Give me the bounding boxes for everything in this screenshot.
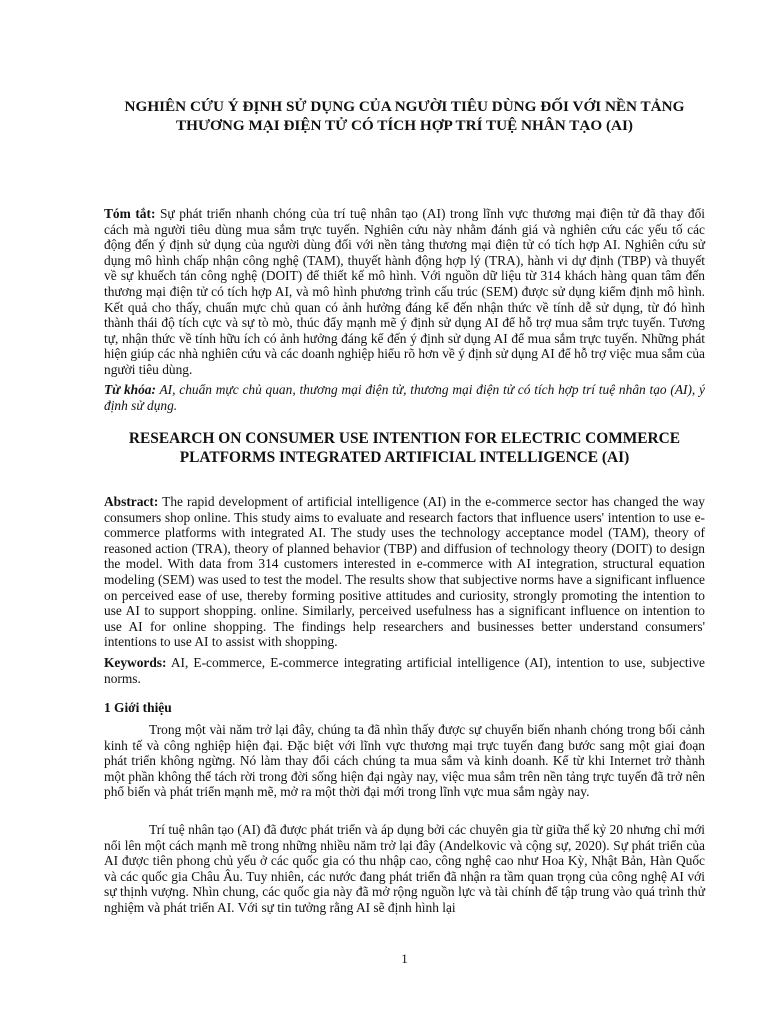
keywords-vietnamese xyxy=(104,382,705,413)
keywords-vi-text: AI, chuẩn mực chủ quan, thương mại điện tử, thương mại điện tử có tích hợp trí tuệ nhân tạo (AI), ý định sử dụng. xyxy=(104,382,705,413)
title-vietnamese: NGHIÊN CỨU Ý ĐỊNH SỬ DỤNG CỦA NGƯỜI TIÊU DÙNG ĐỐI VỚI NỀN TẢNG THƯƠNG MẠI ĐIỆN TỬ CÓ TÍCH HỢP TRÍ TUỆ NHÂN TẠO (AI) xyxy=(124,98,685,134)
abstract-vi-label: Tóm tắt: xyxy=(104,206,156,221)
keywords-english xyxy=(104,655,705,686)
section-heading-introduction: 1 Giới thiệu xyxy=(104,700,172,715)
keywords-en-label: Keywords: xyxy=(104,655,167,670)
abstract-en-label: Abstract: xyxy=(104,494,159,509)
title-english: RESEARCH ON CONSUMER USE INTENTION FOR ELECTRIC COMMERCE PLATFORMS INTEGRATED ARTIFICIAL INTELLIGENCE (AI) xyxy=(128,430,681,466)
abstract-vietnamese xyxy=(104,206,705,378)
abstract-vi-text: Sự phát triển nhanh chóng của trí tuệ nhân tạo (AI) trong lĩnh vực thương mại điện tử đã thay đổi cách mà người tiêu dùng mua sắm trực tuyến. Nghiên cứu này nhằm đánh giá và nghiên cứu các yếu tố các động đến ý định sử dụng của người dùng đối với nền tảng thương mại điện tử có tích hợp AI. Nghiên cứu sử dụng mô hình chấp nhận công nghệ (TAM), thuyết hành động hợp lý (TRA), hành vi dự định (TBP) và thuyết về sự khuếch tán công nghệ (DOIT) để thiết kế mô hình. Với nguồn dữ liệu từ 314 khách hàng quan tâm đến thương mại điện tử có tích hợp AI, và mô hình phương trình cấu trúc (SEM) được sử dụng kiểm định mô hình. Kết quả cho thấy, chuẩn mực chủ quan có ảnh hưởng đáng kể đến nhận thức về tính dễ sử dụng, từ đó hình thành thái độ tích cực và sự tò mò, thúc đẩy mạnh mẽ ý định sử dụng AI để hỗ trợ mua sắm trực tuyến. Tương tự, nhận thức về tính hữu ích có ảnh hưởng đáng kể đến ý định sử dụng AI để mua sắm trực tuyến. Những phát hiện giúp các nhà nghiên cứu và các doanh nghiệp hiểu rõ hơn về ý định sử dụng AI để hỗ trợ việc mua sắm của người tiêu dùng. xyxy=(104,206,705,377)
keywords-en-text: AI, E-commerce, E-commerce integrating artificial intelligence (AI), intention to use, subjective norms. xyxy=(104,655,705,686)
abstract-en-text: The rapid development of artificial intelligence (AI) in the e-commerce sector has changed the way consumers shop online. This study aims to evaluate and research factors that influence users' intention to use e-commerce platforms with integrated AI. The study uses the technology acceptance model (TAM), theory of reasoned action (TRA), theory of planned behavior (TBP) and diffusion of technology theory (DOIT) to design the model. With data from 314 customers interested in e-commerce with AI integration, structural equation modeling (SEM) was used to test the model. The results show that subjective norms have a significant influence on perceived ease of use, thereby forming positive attitudes and curiosity, strongly promoting the intention to use AI to support shopping. online. Similarly, perceived usefulness has a significant influence on intention to use AI for online shopping. The findings help researchers and businesses better understand consumers' intentions to use AI to assist with shopping. xyxy=(104,494,705,650)
page-number: 1 xyxy=(401,951,408,966)
intro-paragraph-2: Trí tuệ nhân tạo (AI) đã được phát triển và áp dụng bởi các chuyên gia từ giữa thế kỷ 20 nhưng chỉ mới nổi lên một cách mạnh mẽ trong những nhiều năm trở lại đây (Andelkovic và cộng sự, 2020). Sự phát triển của AI được tiên phong chủ yếu ở các quốc gia có thu nhập cao, công nghệ cao như Hoa Kỳ, Nhật Bản, Hàn Quốc và các quốc gia Châu Âu. Tuy nhiên, các nước đang phát triển đã nhận ra tầm quan trọng của công nghệ AI với sự thịnh vượng. Nhìn chung, các quốc gia này đã mở rộng nguồn lực và tài chính để tập trung vào quá trình thử nghiệm và phát triển AI. Với sự tin tưởng rằng AI sẽ định hình lại xyxy=(104,822,705,915)
abstract-english xyxy=(104,494,705,650)
keywords-vi-label: Từ khóa: xyxy=(104,382,156,397)
intro-paragraph-1: Trong một vài năm trở lại đây, chúng ta đã nhìn thấy được sự chuyển biến nhanh chóng trong bối cảnh kinh tế và công nghiệp hiện đại. Đặc biệt với lĩnh vực thương mại trực tuyến đang bước sang một giai đoạn phát triển không ngừng. Nó làm thay đổi cách chúng ta mua sắm và kinh doanh. Kể từ khi Internet trở thành một phần không thể tách rời trong đời sống hiện đại ngày nay, việc mua sắm trên nền tảng trực tuyến đã trở nên phổ biến và phát triển mạnh mẽ, mở ra một thời đại mới trong lĩnh vực mua sắm ngày nay. xyxy=(104,722,705,800)
